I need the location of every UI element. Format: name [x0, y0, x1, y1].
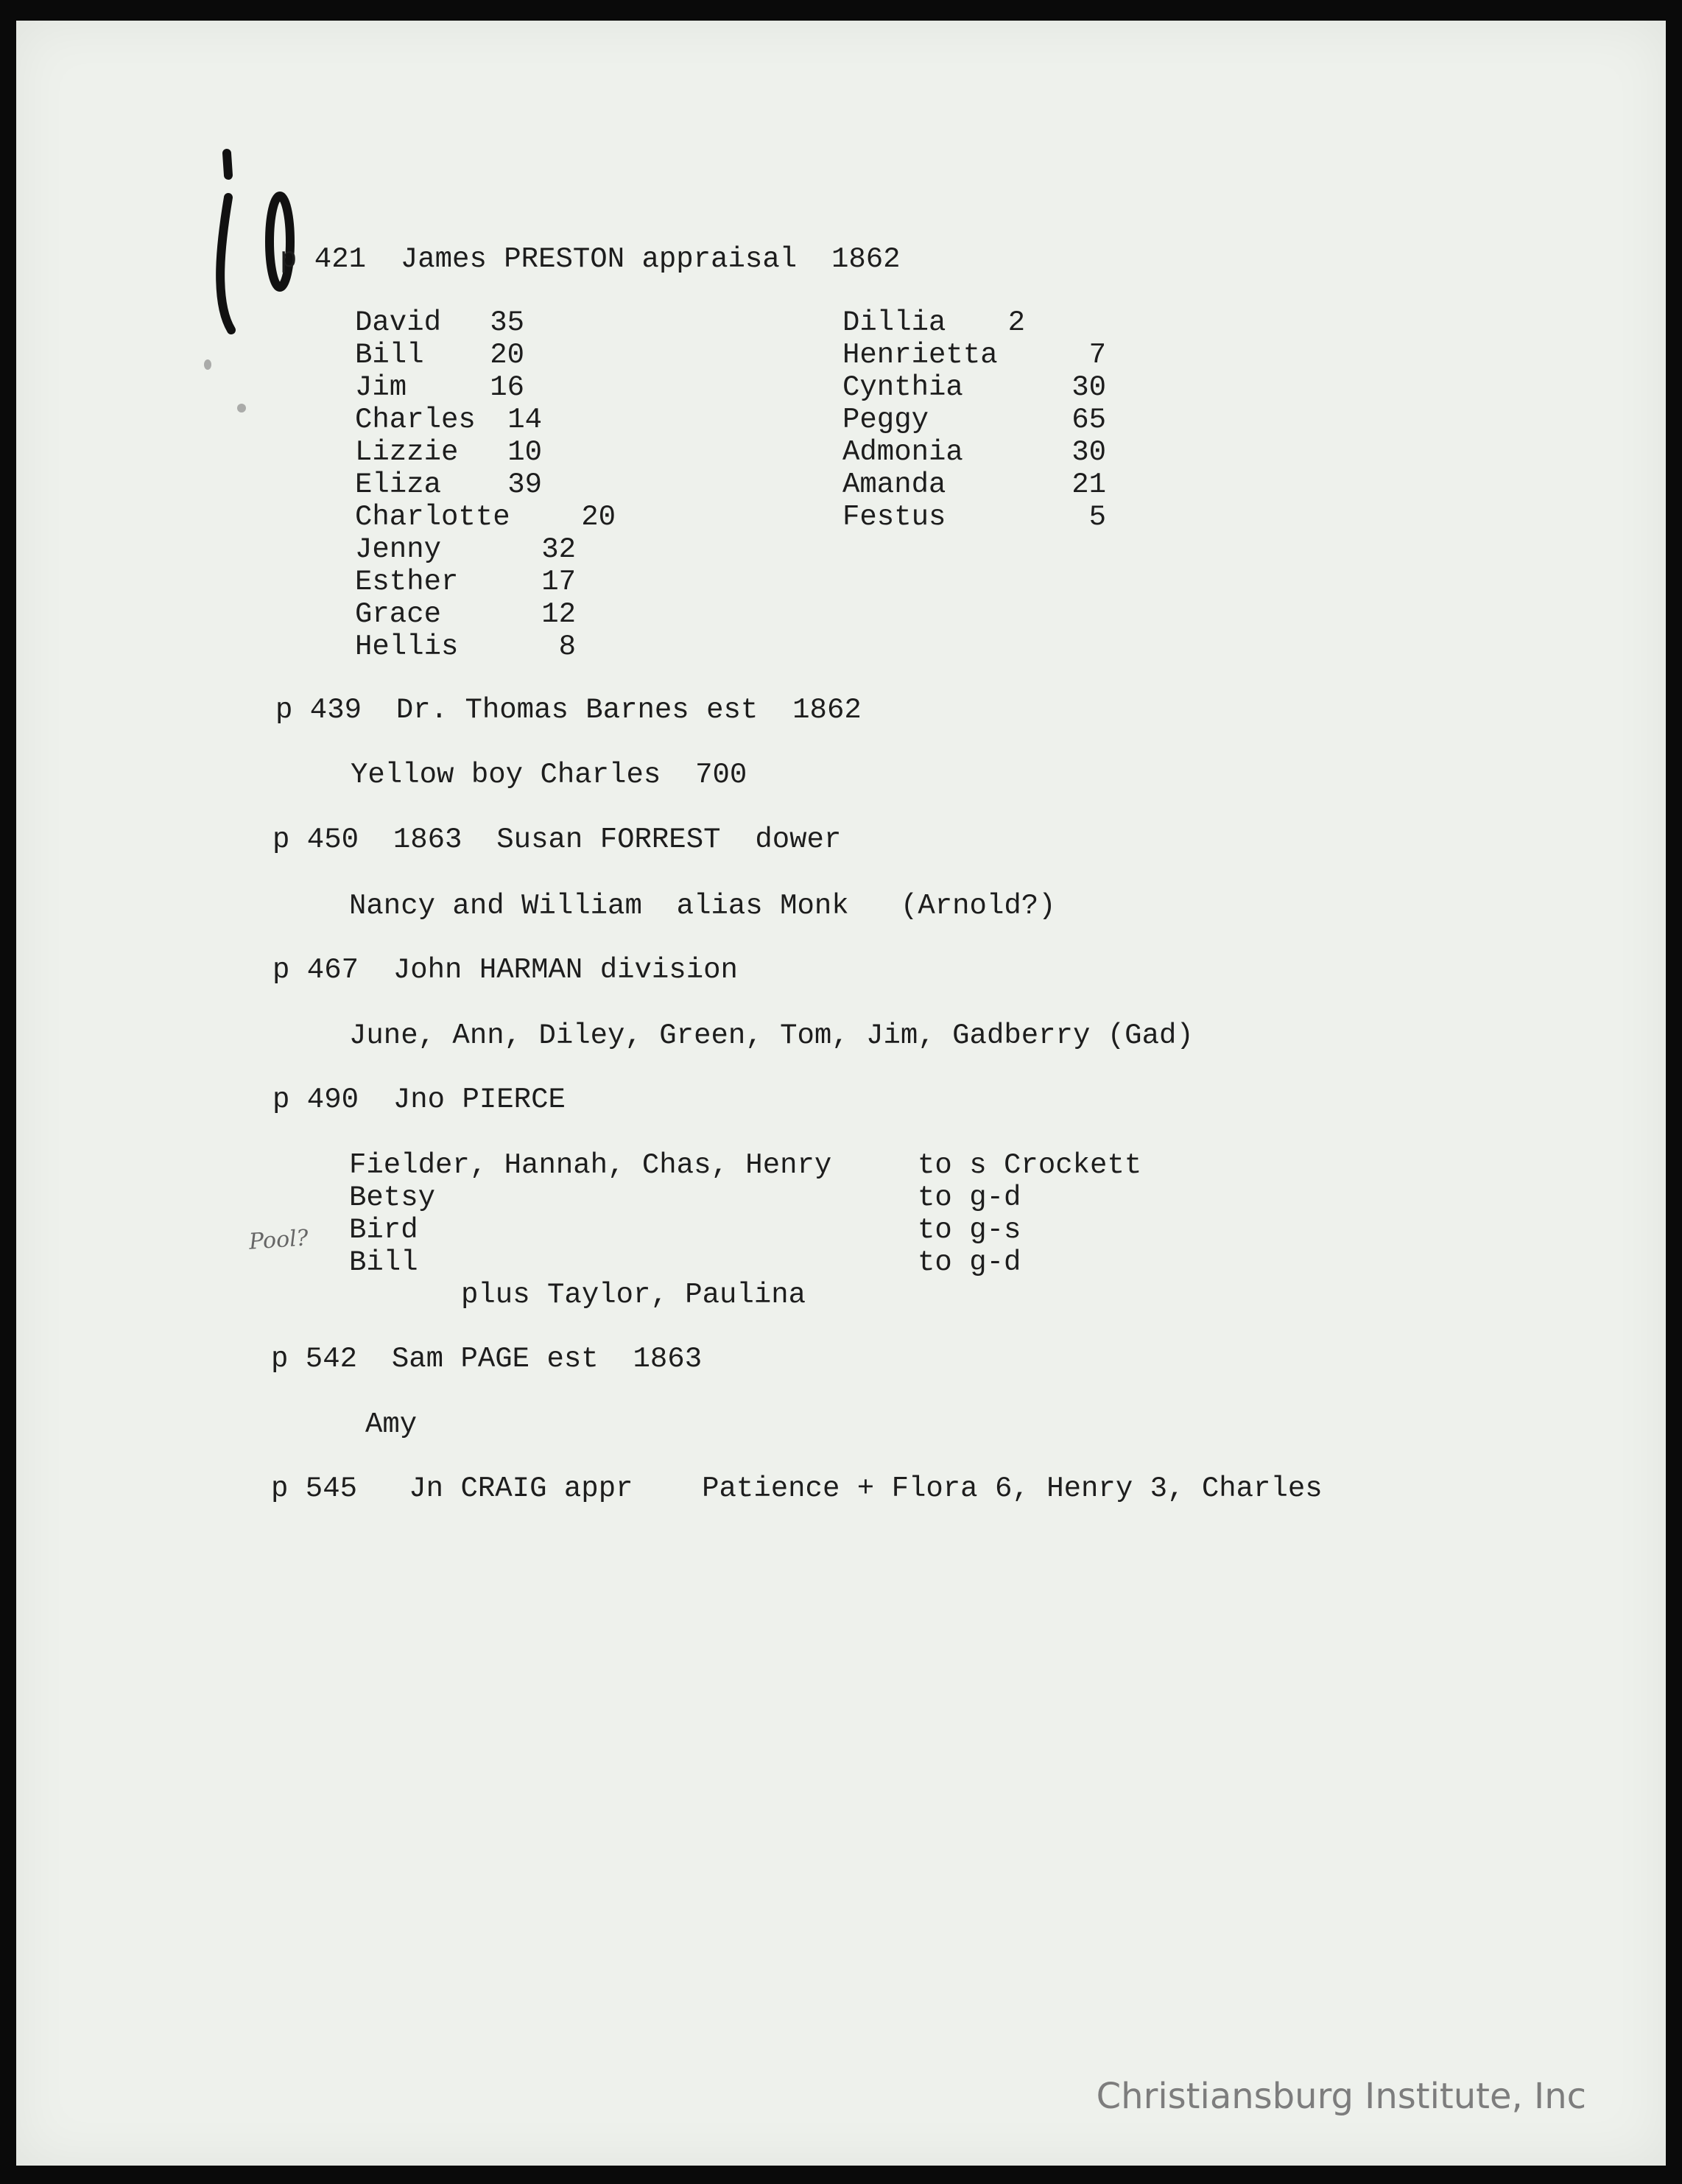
entry-439-detail: Yellow boy Charles 700	[351, 759, 747, 791]
person-age: 14	[507, 404, 542, 436]
entry-year: 1862	[831, 243, 901, 275]
bequest-names: Bill	[349, 1246, 418, 1279]
bequest-names: Betsy	[349, 1181, 436, 1214]
person-age: 30	[1072, 371, 1106, 404]
entry-490-extra: plus Taylor, Paulina	[461, 1279, 806, 1311]
entry-detail: Patience + Flora 6, Henry 3, Charles	[702, 1472, 1323, 1505]
entry-467-heading	[272, 954, 738, 986]
person-name: Grace	[355, 598, 442, 631]
person-name: Henrietta	[842, 339, 998, 371]
person-age: 30	[1072, 436, 1106, 468]
person-name: Bill	[355, 339, 424, 371]
person-age: 7	[1088, 339, 1106, 371]
bequest-recipient: to g-d	[918, 1181, 1021, 1214]
entry-title: Dr. Thomas Barnes est	[395, 694, 759, 726]
handwritten-stroke-one	[220, 153, 231, 330]
person-age: 21	[1072, 468, 1106, 501]
entry-title: James PRESTON appraisal	[400, 243, 798, 275]
entry-450-heading	[272, 824, 841, 856]
entry-421-heading	[280, 243, 901, 275]
bequest-names: Bird	[349, 1214, 418, 1246]
person-age: 5	[1088, 501, 1106, 533]
person-age: 39	[507, 468, 542, 501]
entry-title: 1863 Susan FORREST dower	[393, 824, 842, 856]
entry-page: p 545	[271, 1472, 358, 1505]
person-age: 35	[490, 306, 524, 339]
entry-490-heading	[272, 1084, 566, 1116]
entry-439-heading	[275, 694, 862, 726]
entry-542-detail: Amy	[365, 1408, 418, 1441]
entry-title: Sam PAGE est 1863	[391, 1343, 703, 1375]
entry-title: Jno PIERCE	[393, 1084, 566, 1116]
entry-page: p 421	[280, 243, 367, 275]
handwritten-page-number	[199, 131, 309, 352]
entry-page: p 439	[275, 694, 362, 726]
ink-smudge	[204, 359, 211, 370]
person-name: Peggy	[842, 404, 929, 436]
person-name: Amanda	[842, 468, 946, 501]
person-name: Esther	[355, 566, 459, 598]
entry-title: Jn CRAIG appr	[409, 1472, 633, 1505]
person-name: David	[355, 306, 442, 339]
person-name: Jenny	[355, 533, 442, 566]
bequest-recipient: to s Crockett	[918, 1149, 1142, 1181]
person-age: 16	[490, 371, 524, 404]
document-page	[16, 21, 1666, 2166]
entry-467-detail: June, Ann, Diley, Green, Tom, Jim, Gadberry (Gad)	[349, 1019, 1194, 1052]
watermark: Christiansburg Institute, Inc	[1096, 2076, 1586, 2117]
entry-542-heading	[271, 1343, 702, 1375]
person-name: Festus	[842, 501, 946, 533]
person-age: 12	[541, 598, 576, 631]
person-name: Lizzie	[355, 436, 459, 468]
person-name: Jim	[355, 371, 407, 404]
entry-page: p 467	[272, 954, 359, 986]
margin-note: Pool?	[247, 1225, 309, 1255]
person-name: Charlotte	[355, 501, 510, 533]
entry-page: p 490	[272, 1084, 359, 1116]
person-age: 10	[507, 436, 542, 468]
person-name: Dillia	[842, 306, 946, 339]
person-age: 20	[581, 501, 616, 533]
person-name: Eliza	[355, 468, 442, 501]
bequest-recipient: to g-d	[918, 1246, 1021, 1279]
person-age: 2	[1007, 306, 1025, 339]
bequest-names: Fielder, Hannah, Chas, Henry	[349, 1149, 832, 1181]
person-name: Hellis	[355, 631, 459, 663]
entry-page: p 542	[271, 1343, 358, 1375]
person-age: 17	[541, 566, 576, 598]
person-name: Admonia	[842, 436, 963, 468]
entry-page: p 450	[272, 824, 359, 856]
person-age: 65	[1072, 404, 1106, 436]
bequest-recipient: to g-s	[918, 1214, 1021, 1246]
person-name: Cynthia	[842, 371, 963, 404]
person-age: 8	[558, 631, 576, 663]
ink-smudge	[237, 404, 246, 412]
person-name: Charles	[355, 404, 476, 436]
entry-545-heading	[271, 1472, 1323, 1505]
person-age: 20	[490, 339, 524, 371]
entry-title: John HARMAN division	[393, 954, 738, 986]
entry-450-detail: Nancy and William alias Monk (Arnold?)	[349, 890, 1056, 922]
entry-year: 1862	[792, 694, 862, 726]
person-age: 32	[541, 533, 576, 566]
